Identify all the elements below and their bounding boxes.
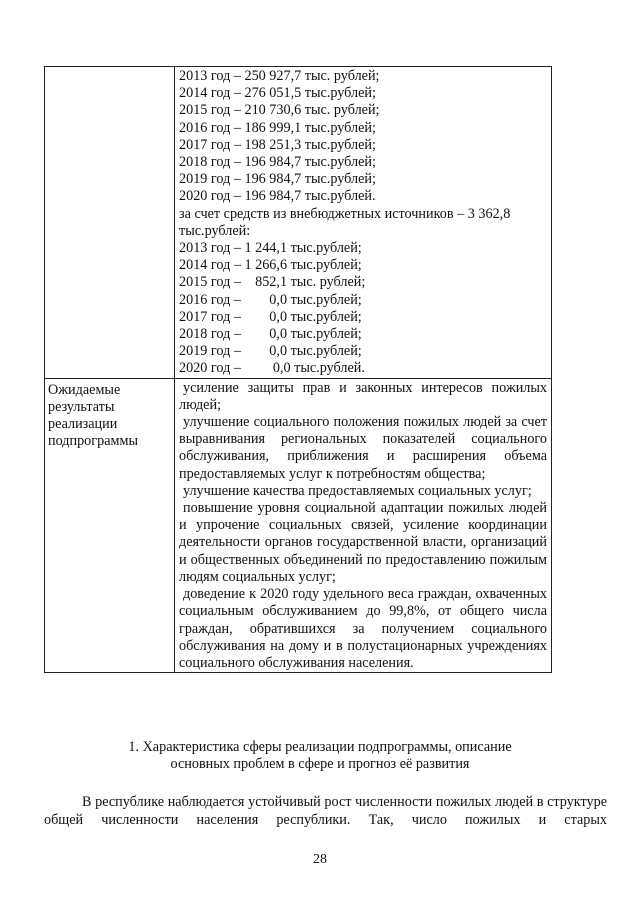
funding-line: 2017 год – 0,0 тыс.рублей; xyxy=(179,308,362,325)
funding-line: 2014 год – 276 051,5 тыс.рублей; xyxy=(179,85,376,102)
funding-row-value-cell xyxy=(175,67,551,378)
section-heading-line: 1. Характеристика сферы реализации подпрограммы, описание xyxy=(128,739,512,755)
expected-result-item: улучшение качества предоставляемых социальных услуг; xyxy=(183,482,532,499)
funding-line: тыс.рублей: xyxy=(179,222,251,239)
funding-line: 2015 год – 852,1 тыс. рублей; xyxy=(179,274,366,291)
funding-line: 2018 год – 0,0 тыс.рублей; xyxy=(179,326,362,343)
expected-results-value-cell xyxy=(175,379,551,672)
row-label-line: результаты xyxy=(48,398,115,415)
expected-result-item: доведение к 2020 году удельного веса граждан, охваченных социальным обслуживанием до 99,8%, от общего числа граждан, обратившихся за получением социального обслуживания на дому и в полустационарных учреждениях социального обслуживания населения. xyxy=(179,586,547,671)
row-label-line: подпрограммы xyxy=(48,433,138,450)
funding-line: 2014 год – 1 266,6 тыс.рублей; xyxy=(179,257,362,274)
funding-line: 2020 год – 0,0 тыс.рублей. xyxy=(179,360,365,377)
funding-line: 2019 год – 196 984,7 тыс.рублей; xyxy=(179,171,376,188)
body-paragraph-text: В республике наблюдается устойчивый рост численности пожилых людей в структуре общей численности населения республики. Так, число пожилых и старых xyxy=(44,794,607,828)
funding-row-label-cell xyxy=(45,67,175,378)
expected-result-item: усиление защиты прав и законных интересов пожилых людей; xyxy=(179,379,547,413)
funding-line: 2013 год – 250 927,7 тыс. рублей; xyxy=(179,68,380,84)
funding-line: за счет средств из внебюджетных источников – 3 362,8 xyxy=(179,205,511,222)
row-label-line: реализации xyxy=(48,416,118,433)
funding-line: 2013 год – 1 244,1 тыс.рублей; xyxy=(179,240,362,257)
section-heading xyxy=(44,739,596,773)
subprogram-passport-table xyxy=(44,66,552,673)
funding-line: 2017 год – 198 251,3 тыс.рублей; xyxy=(179,136,376,153)
funding-line: 2020 год – 196 984,7 тыс.рублей. xyxy=(179,188,376,205)
section-heading-line: основных проблем в сфере и прогноз её развития xyxy=(170,756,470,772)
funding-line: 2018 год – 196 984,7 тыс.рублей; xyxy=(179,154,376,171)
expected-results-label-cell xyxy=(45,379,175,672)
row-label-line: Ожидаемые xyxy=(48,381,121,398)
expected-results-row xyxy=(45,378,551,672)
funding-line: 2015 год – 210 730,6 тыс. рублей; xyxy=(179,102,380,119)
funding-row xyxy=(45,67,551,378)
body-paragraph xyxy=(44,794,607,829)
funding-line: 2019 год – 0,0 тыс.рублей; xyxy=(179,343,362,360)
page-number: 28 xyxy=(313,852,327,867)
funding-line: 2016 год – 0,0 тыс.рублей; xyxy=(179,291,362,308)
expected-result-item: улучшение социального положения пожилых людей за счет выравнивания региональных показателей социального обслуживания, приближения и расширения объема предоставляемых услуг к потребностям общества; xyxy=(179,414,547,482)
funding-line: 2016 год – 186 999,1 тыс.рублей; xyxy=(179,119,376,136)
expected-result-item: повышение уровня социальной адаптации пожилых людей и упрочение социальных связей, усиление координации деятельности органов государственной власти, организаций и общественных объединений по предоставлению пожилым людям социальных услуг; xyxy=(179,500,547,585)
